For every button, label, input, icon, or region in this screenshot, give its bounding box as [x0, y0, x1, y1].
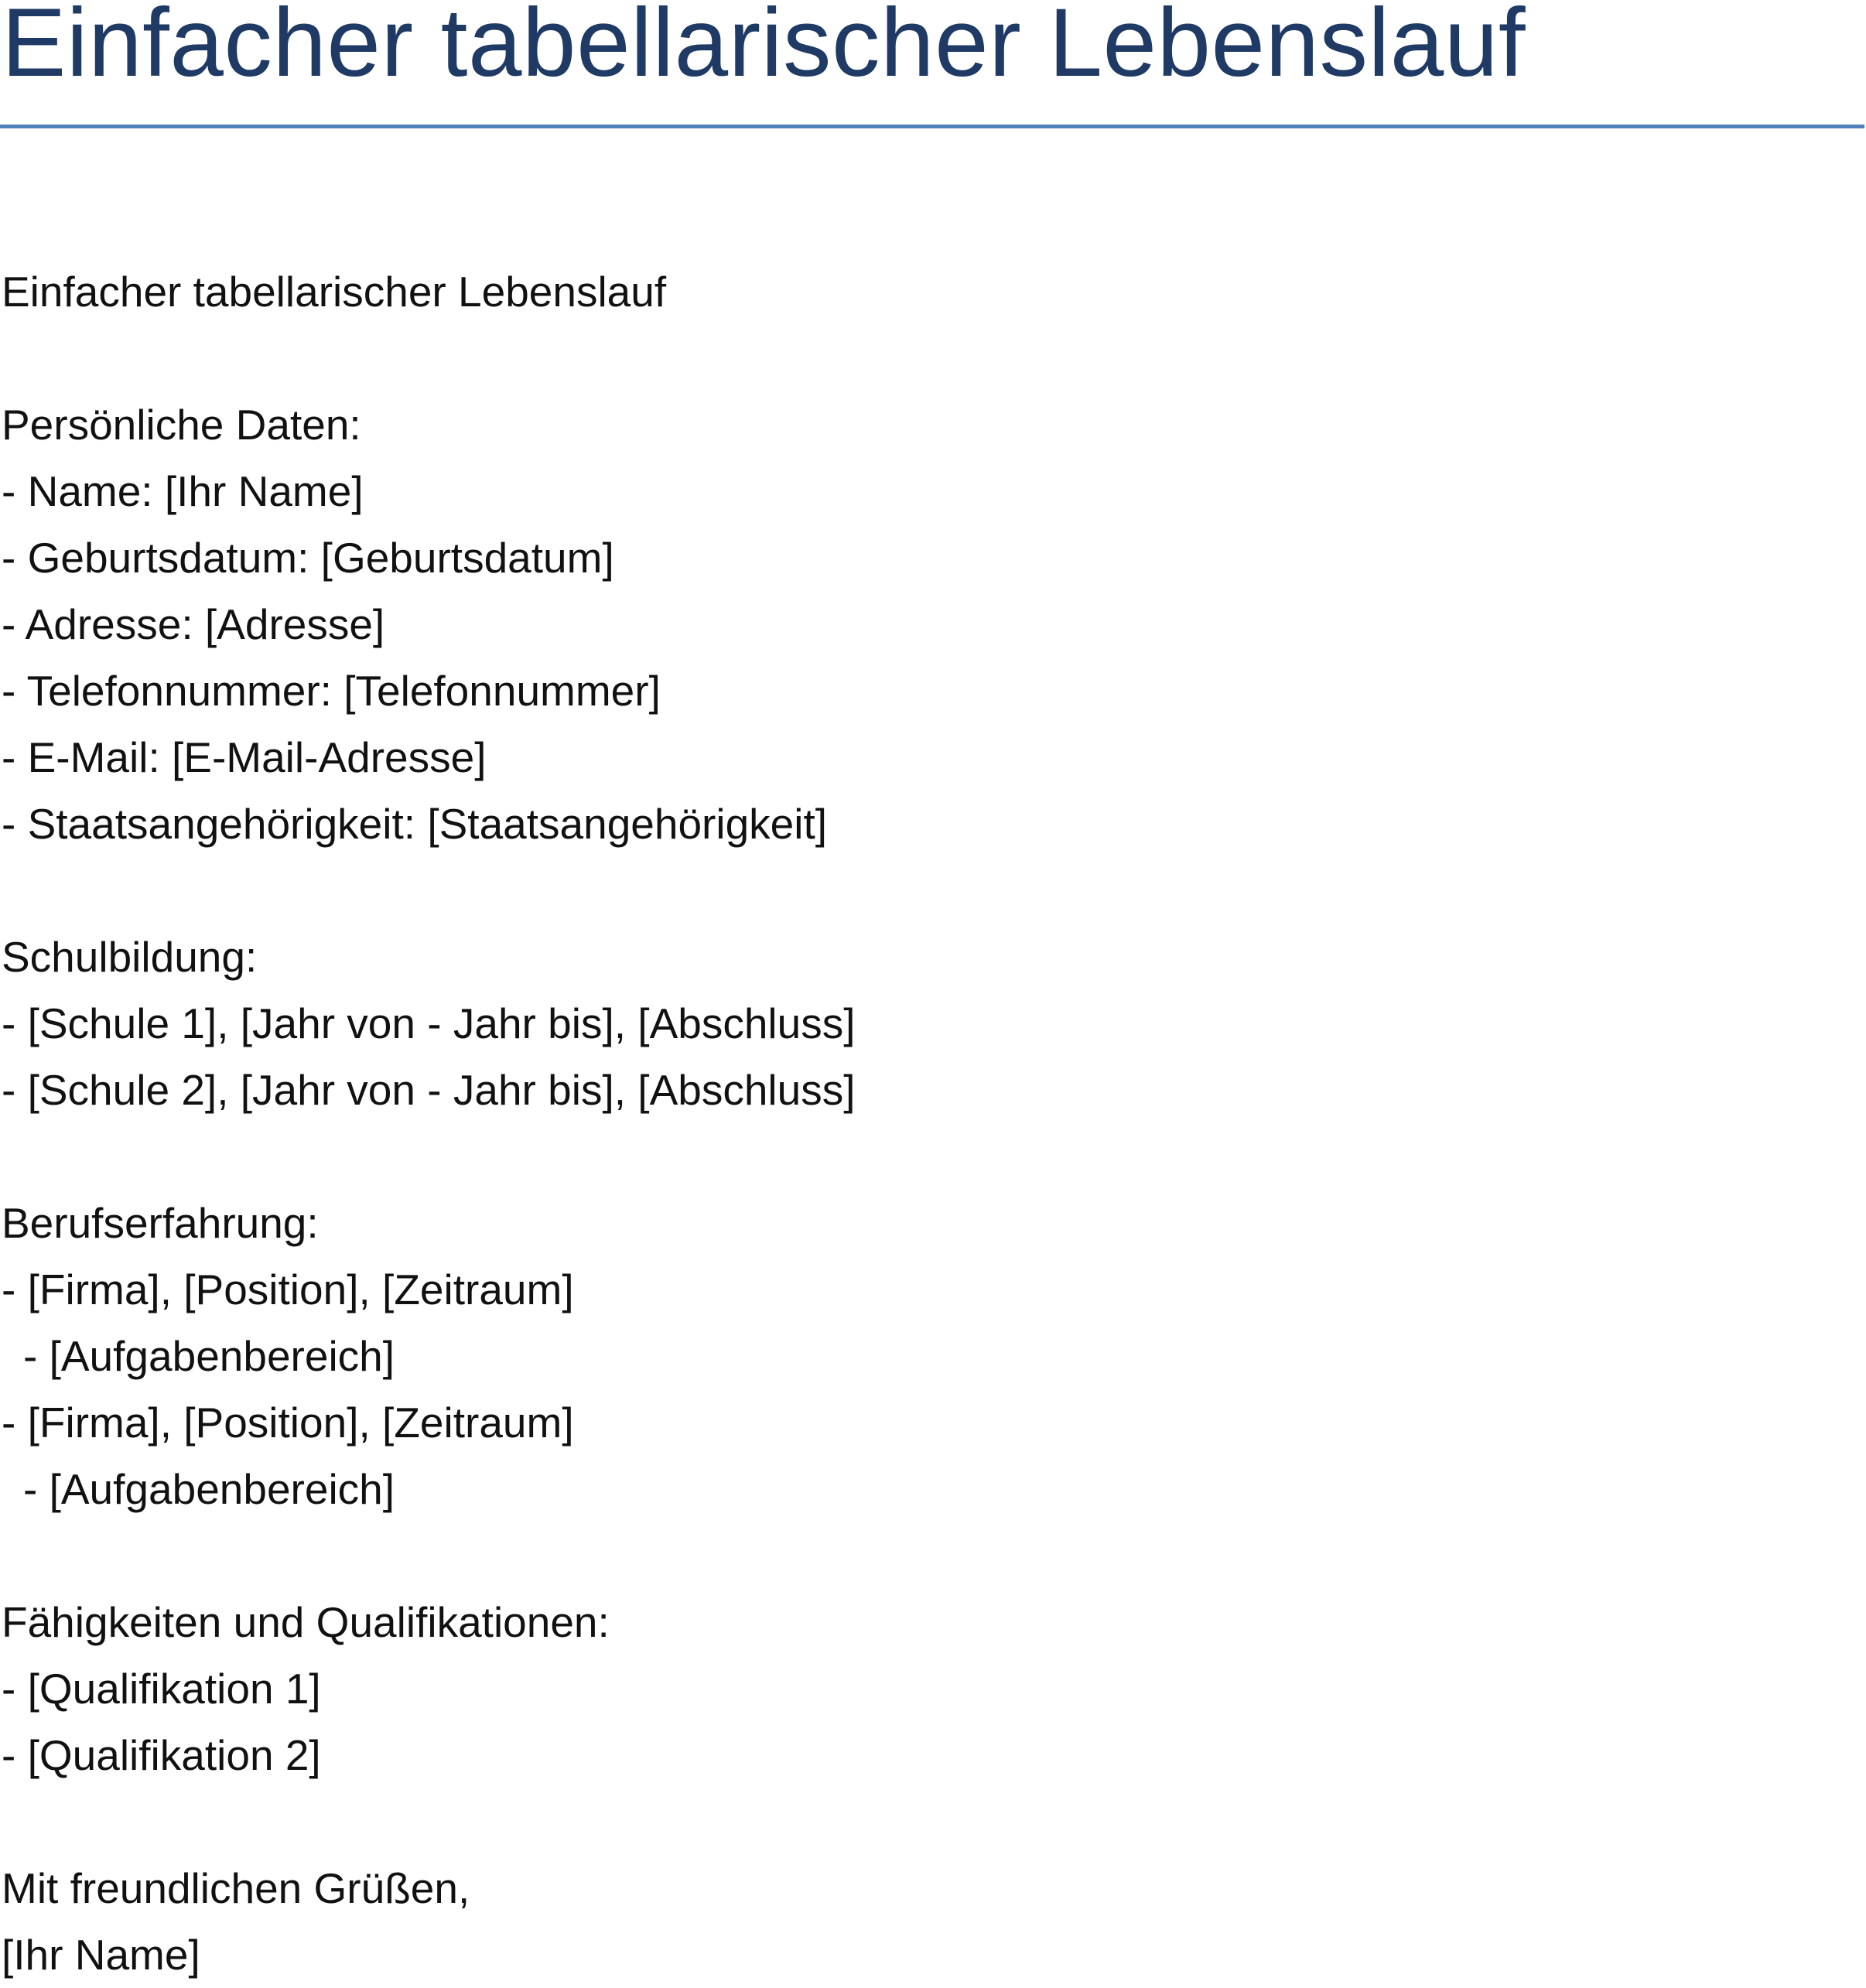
- experience-heading: Berufserfahrung:: [2, 1199, 319, 1247]
- closing-greeting: Mit freundlichen Grüßen,: [2, 1864, 470, 1912]
- education-heading: Schulbildung:: [2, 933, 258, 981]
- experience-item: - [Firma], [Position], [Zeitraum]: [2, 1266, 574, 1313]
- education-item: - [Schule 2], [Jahr von - Jahr bis], [Abschluss]: [2, 1066, 856, 1114]
- experience-subitem: - [Aufgabenbereich]: [23, 1332, 395, 1380]
- personal-item-address: - Adresse: [Adresse]: [2, 600, 385, 648]
- personal-data-heading: Persönliche Daten:: [2, 401, 361, 449]
- spacer: [2, 1788, 1858, 1855]
- spacer: [2, 857, 1858, 924]
- skills-item: - [Qualifikation 2]: [2, 1731, 321, 1779]
- document-title: Einfacher tabellarischer Lebenslauf: [2, 0, 1526, 97]
- personal-item-email: - E-Mail: [E-Mail-Adresse]: [2, 733, 487, 781]
- title-underline: [0, 125, 1864, 128]
- education-item: - [Schule 1], [Jahr von - Jahr bis], [Abschluss]: [2, 999, 856, 1047]
- personal-item-phone: - Telefonnummer: [Telefonnummer]: [2, 667, 661, 715]
- experience-subitem: - [Aufgabenbereich]: [23, 1465, 395, 1513]
- closing-name: [Ihr Name]: [2, 1931, 200, 1979]
- skills-heading: Fähigkeiten und Qualifikationen:: [2, 1598, 610, 1646]
- skills-item: - [Qualifikation 1]: [2, 1665, 321, 1713]
- document-subtitle: Einfacher tabellarischer Lebenslauf: [2, 268, 667, 316]
- spacer: [2, 325, 1858, 391]
- personal-item-name: - Name: [Ihr Name]: [2, 467, 364, 515]
- personal-item-nationality: - Staatsangehörigkeit: [Staatsangehörigkeit]: [2, 800, 828, 848]
- experience-item: - [Firma], [Position], [Zeitraum]: [2, 1399, 574, 1447]
- document-body: [2, 258, 1858, 1988]
- personal-item-birthdate: - Geburtsdatum: [Geburtsdatum]: [2, 534, 614, 582]
- spacer: [2, 1522, 1858, 1589]
- spacer: [2, 1123, 1858, 1190]
